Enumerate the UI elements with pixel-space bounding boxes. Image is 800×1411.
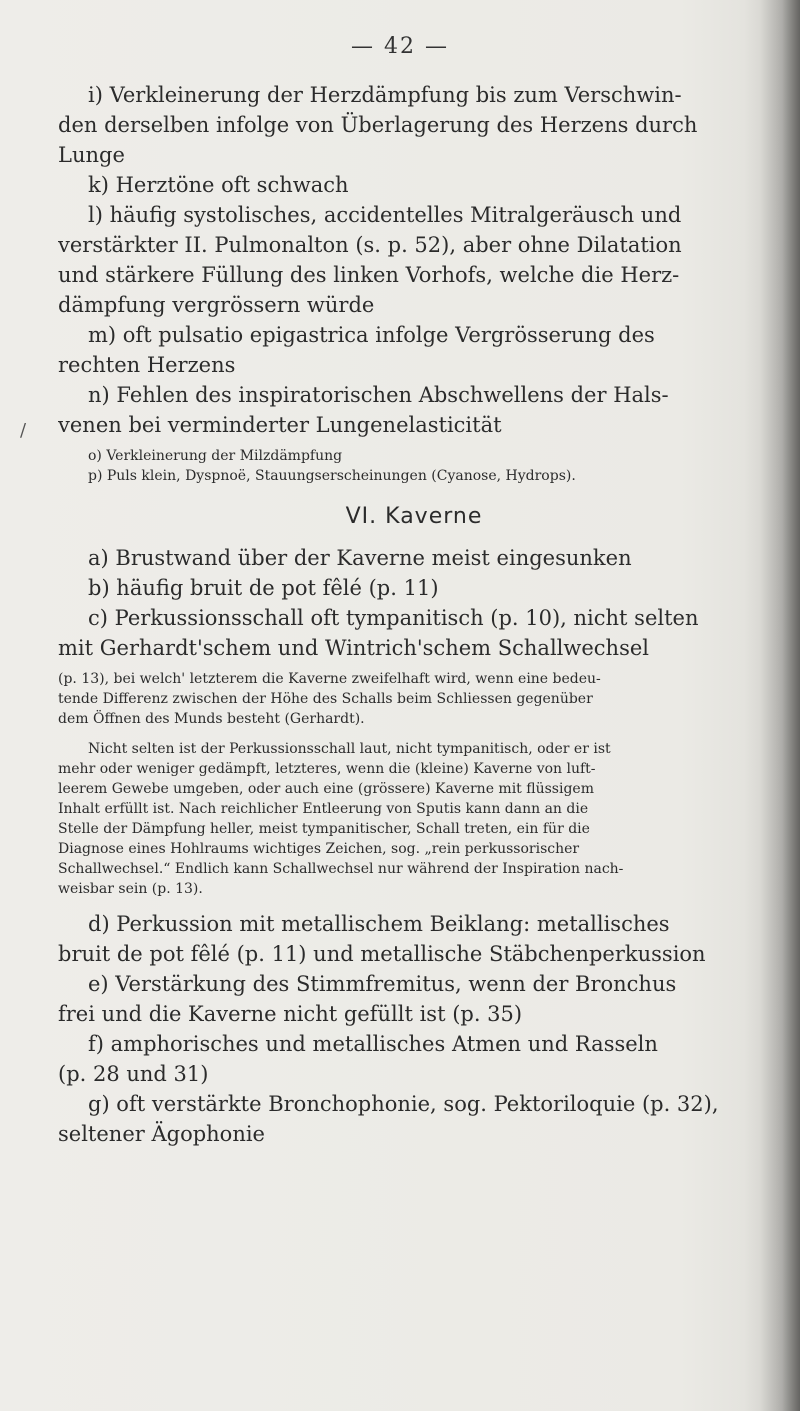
page-text — [58, 80, 770, 1149]
list-herz-signs — [58, 80, 770, 440]
small-print-paragraph — [58, 739, 770, 899]
small-text-line: mehr oder weniger gedämpft, letzteres, wenn die (kleine) Kaverne von luft- — [58, 761, 596, 777]
page-number: — 42 — — [351, 34, 449, 59]
small-text-line: leerem Gewebe umgeben, oder auch eine (grössere) Kaverne mit flüssigem — [58, 781, 594, 797]
text-line: b) häufig bruit de pot fêlé (p. 11) — [88, 576, 439, 600]
text-line: e) Verstärkung des Stimmfremitus, wenn der Bronchus — [88, 972, 677, 996]
small-text-line: (p. 13), bei welch' letzterem die Kaverne zweifelhaft wird, wenn eine bedeu- — [58, 671, 601, 687]
text-line: dämpfung vergrössern würde — [58, 293, 375, 317]
text-line: f) amphorisches und metallisches Atmen und Rasseln — [88, 1032, 658, 1056]
text-line: venen bei verminderter Lungenelasticität — [58, 413, 502, 437]
text-line: verstärkter II. Pulmonalton (s. p. 52), aber ohne Dilatation — [58, 233, 682, 257]
section-heading: VI. Kaverne — [345, 504, 483, 529]
small-print-notes — [58, 446, 770, 486]
text-line: frei und die Kaverne nicht gefüllt ist (p. 35) — [58, 1002, 523, 1026]
small-text-line: p) Puls klein, Dyspnoë, Stauungserscheinungen (Cyanose, Hydrops). — [88, 468, 576, 484]
text-line: n) Fehlen des inspiratorischen Abschwellens der Hals- — [88, 383, 669, 407]
text-line: m) oft pulsatio epigastrica infolge Vergrösserung des — [88, 323, 655, 347]
small-text-line: Diagnose eines Hohlraums wichtiges Zeichen, sog. „rein perkussorischer — [58, 841, 580, 857]
small-text-line: weisbar sein (p. 13). — [58, 881, 203, 897]
small-text-line: Nicht selten ist der Perkussionsschall laut, nicht tympanitisch, oder er ist — [88, 741, 611, 757]
text-line: den derselben infolge von Überlagerung des Herzens durch — [58, 113, 698, 137]
small-text-line: o) Verkleinerung der Milzdämpfung — [88, 448, 343, 464]
small-text-line: Schallwechsel.“ Endlich kann Schallwechsel nur während der Inspiration nach- — [58, 861, 624, 877]
text-line: i) Verkleinerung der Herzdämpfung bis zum Verschwin- — [88, 83, 682, 107]
text-line: l) häufig systolisches, accidentelles Mitralgeräusch und — [88, 203, 682, 227]
small-text-line: Stelle der Dämpfung heller, meist tympanitischer, Schall treten, ein für die — [58, 821, 590, 837]
margin-mark: / — [20, 420, 27, 441]
text-line: (p. 28 und 31) — [58, 1062, 209, 1086]
text-line: c) Perkussionsschall oft tympanitisch (p. 10), nicht selten — [88, 606, 699, 630]
text-line: seltener Ägophonie — [58, 1122, 265, 1146]
small-text-line: Inhalt erfüllt ist. Nach reichlicher Entleerung von Sputis kann dann an die — [58, 801, 589, 817]
small-text-line: dem Öffnen des Munds besteht (Gerhardt). — [58, 711, 365, 727]
small-text-line: tende Differenz zwischen der Höhe des Schalls beim Schliessen gegenüber — [58, 691, 593, 707]
small-print-note-schallwechsel — [58, 669, 770, 729]
text-line: mit Gerhardt'schem und Wintrich'schem Schallwechsel — [58, 636, 649, 660]
list-kaverne-signs — [58, 543, 770, 663]
text-line: Lunge — [58, 143, 125, 167]
text-line: rechten Herzens — [58, 353, 236, 377]
text-line: g) oft verstärkte Bronchophonie, sog. Pektoriloquie (p. 32), — [88, 1092, 719, 1116]
text-line: k) Herztöne oft schwach — [88, 173, 349, 197]
list-kaverne-signs-continued — [58, 909, 770, 1149]
text-line: d) Perkussion mit metallischem Beiklang: metallisches — [88, 912, 670, 936]
text-line: a) Brustwand über der Kaverne meist eingesunken — [88, 546, 632, 570]
text-line: bruit de pot fêlé (p. 11) und metallische Stäbchenperkussion — [58, 942, 706, 966]
text-line: und stärkere Füllung des linken Vorhofs, welche die Herz- — [58, 263, 680, 287]
